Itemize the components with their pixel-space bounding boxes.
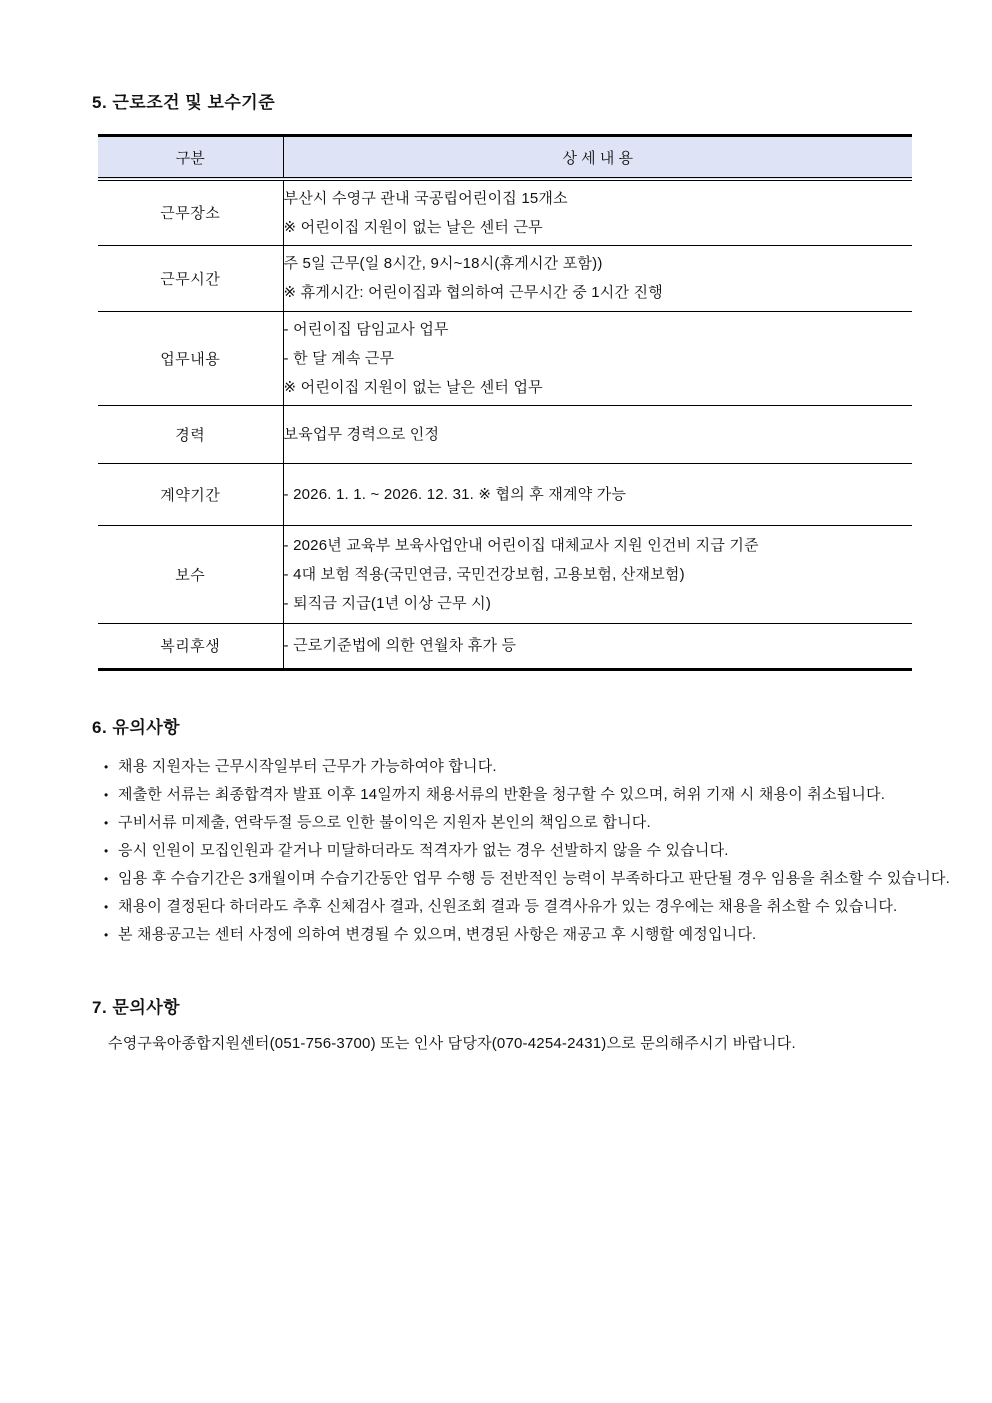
row-label: 계약기간 <box>98 463 283 525</box>
section6-heading: 6. 유의사항 <box>92 717 181 737</box>
contact-info: 수영구육아종합지원센터(051-756-3700) 또는 인사 담당자(070-4254-2431)으로 문의해주시기 바랍니다. <box>108 1034 796 1052</box>
conditions-table <box>98 134 912 671</box>
bullet-icon: • <box>104 927 109 942</box>
note-item <box>104 921 976 949</box>
detail-line: - 어린이집 담임교사 업무 <box>283 320 449 338</box>
bullet-icon: • <box>104 843 109 858</box>
bullet-icon: • <box>104 815 109 830</box>
note-text: 제출한 서류는 최종합격자 발표 이후 14일까지 채용서류의 반환을 청구할 수 있으며, 허위 기재 시 채용이 취소됩니다. <box>118 785 886 803</box>
note-text: 구비서류 미제출, 연락두절 등으로 인한 불이익은 지원자 본인의 책임으로 합니다. <box>118 813 651 831</box>
row-detail <box>283 463 912 525</box>
row-detail <box>283 245 912 311</box>
bullet-icon: • <box>104 899 109 914</box>
note-text: 임용 후 수습기간은 3개월이며 수습기간동안 업무 수행 등 전반적인 능력이 부족하다고 판단될 경우 임용을 취소할 수 있습니다. <box>118 869 950 887</box>
row-detail <box>283 405 912 463</box>
detail-line: - 한 달 계속 근무 <box>283 349 395 367</box>
bullet-icon: • <box>104 871 109 886</box>
detail-line: - 4대 보험 적용(국민연금, 국민건강보험, 고용보험, 산재보험) <box>283 565 685 583</box>
detail-line: - 근로기준법에 의한 연월차 휴가 등 <box>283 637 517 654</box>
detail-line: ※ 어린이집 지원이 없는 날은 센터 업무 <box>283 378 543 396</box>
detail-line: ※ 어린이집 지원이 없는 날은 센터 근무 <box>283 218 543 236</box>
row-detail <box>283 311 912 405</box>
row-detail <box>283 525 912 623</box>
detail-line: 부산시 수영구 관내 국공립어린이집 15개소 <box>283 189 568 207</box>
section5-heading: 5. 근로조건 및 보수기준 <box>92 93 276 112</box>
row-label: 근무장소 <box>98 179 283 245</box>
note-item <box>104 837 976 865</box>
detail-line: 보육업무 경력으로 인정 <box>283 425 440 443</box>
note-text: 채용 지원자는 근무시작일부터 근무가 가능하여야 합니다. <box>118 757 497 775</box>
note-item <box>104 893 976 921</box>
row-label: 보수 <box>98 525 283 623</box>
row-label: 업무내용 <box>98 311 283 405</box>
section7-heading: 7. 문의사항 <box>92 997 181 1017</box>
row-label: 경력 <box>98 405 283 463</box>
note-text: 본 채용공고는 센터 사정에 의하여 변경될 수 있으며, 변경된 사항은 재공고 후 시행할 예정입니다. <box>118 925 757 943</box>
row-label: 복리후생 <box>98 623 283 669</box>
table-row-experience <box>98 405 912 463</box>
note-item <box>104 753 976 781</box>
table-row-workplace <box>98 179 912 245</box>
detail-line: 주 5일 근무(일 8시간, 9시~18시(휴게시간 포함)) <box>283 255 603 272</box>
note-item <box>104 809 976 837</box>
table-row-workhours <box>98 245 912 311</box>
detail-line: ※ 휴게시간: 어린이집과 협의하여 근무시간 중 1시간 진행 <box>283 284 663 301</box>
detail-line: - 퇴직금 지급(1년 이상 근무 시) <box>283 594 492 612</box>
note-text: 응시 인원이 모집인원과 같거나 미달하더라도 적격자가 없는 경우 선발하지 않을 수 있습니다. <box>118 841 729 859</box>
note-text: 채용이 결정된다 하더라도 추후 신체검사 결과, 신원조회 결과 등 결격사유가 있는 경우에는 채용을 취소할 수 있습니다. <box>118 897 898 915</box>
notes-list <box>104 753 976 949</box>
row-detail <box>283 623 912 669</box>
detail-line: - 2026년 교육부 보육사업안내 어린이집 대체교사 지원 인건비 지급 기준 <box>283 536 759 554</box>
table-row-duties <box>98 311 912 405</box>
table-row-pay <box>98 525 912 623</box>
table-header-details: 상 세 내 용 <box>283 136 912 180</box>
note-item <box>104 781 976 809</box>
table-row-benefits <box>98 623 912 669</box>
table-header-category: 구분 <box>98 136 283 180</box>
row-detail <box>283 179 912 245</box>
table-header-row <box>98 136 912 180</box>
bullet-icon: • <box>104 759 109 774</box>
note-item <box>104 865 976 893</box>
table-row-contract-period <box>98 463 912 525</box>
row-label: 근무시간 <box>98 245 283 311</box>
detail-line: - 2026. 1. 1. ~ 2026. 12. 31. ※ 협의 후 재계약 가능 <box>283 485 627 503</box>
bullet-icon: • <box>104 787 109 802</box>
